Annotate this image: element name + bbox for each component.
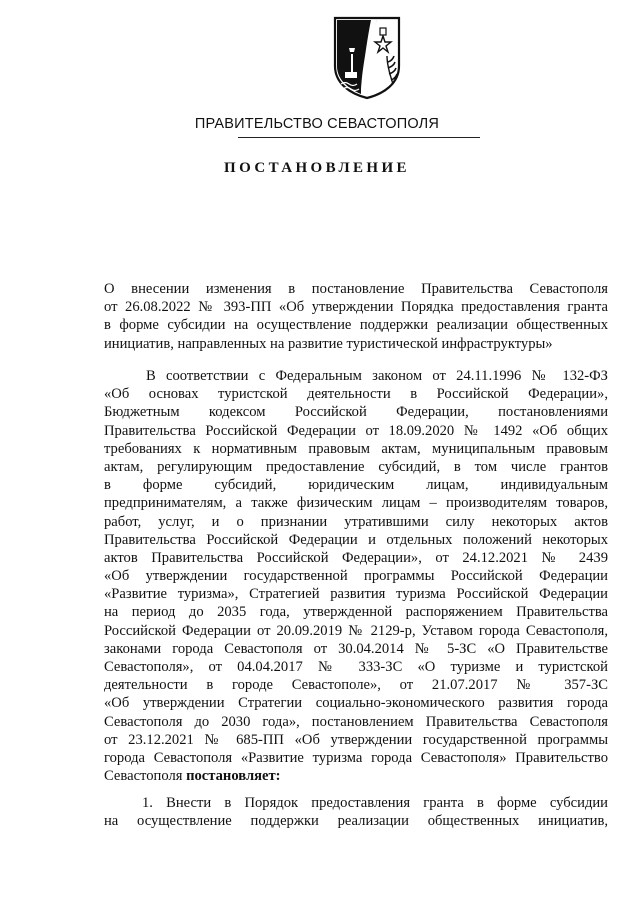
header-underline	[238, 137, 480, 138]
preamble-line: актам, регулирующим предоставление субсидий, в том числе грантов	[104, 458, 608, 475]
preamble-line: Российской Федерации от 20.09.2019 № 2129-р, Уставом города Севастополя,	[104, 622, 608, 639]
preamble-line: Правительства Российской Федерации от 18.09.2020 № 1492 «Об общих	[104, 422, 608, 439]
preamble-line: «Развитие туризма», Стратегией развития туризма Российской Федерации	[104, 586, 608, 603]
document-type-title: ПОСТАНОВЛЕНИЕ	[224, 160, 410, 176]
preamble-line: «Об утверждении государственной программы Российской Федерации	[104, 568, 608, 585]
preamble-line: от 23.12.2021 № 685-ПП «Об утверждении государственной программы	[104, 731, 608, 748]
preamble-line: Бюджетным кодексом Российской Федерации, постановлениями	[104, 404, 608, 421]
document-subject	[104, 280, 608, 353]
preamble-line: в форме субсидий, юридическим лицам, индивидуальным	[104, 477, 608, 494]
preamble-final-text: Севастополя	[104, 768, 187, 785]
preamble-line: Севастополя», от 04.04.2017 № 333-ЗС «О туризме и туристской	[104, 659, 608, 675]
clause-line: 1. Внести в Порядок предоставления гранта в форме субсидии	[142, 795, 608, 811]
government-name: ПРАВИТЕЛЬСТВО СЕВАСТОПОЛЯ	[194, 116, 440, 132]
preamble-line: Севастополя до 2030 года», постановлением Правительства Севастополя	[104, 713, 608, 730]
preamble-line: «Об основах туристской деятельности в Российской Федерации»,	[104, 386, 608, 403]
preamble-line: работ, услуг, и о признании утратившими силу некоторых актов	[104, 513, 608, 530]
preamble-line: деятельности в городе Севастополе», от 21.07.2017 № 357-ЗС	[104, 677, 608, 694]
resolves-keyword: постановляет:	[186, 768, 281, 785]
clause-line: на осуществление поддержки реализации общественных инициатив,	[104, 813, 608, 830]
subject-line: от 26.08.2022 № 393-ПП «Об утверждении Порядка предоставления гранта	[104, 299, 608, 316]
preamble-line: Правительства Российской Федерации и отдельных положений некоторых	[104, 531, 608, 548]
preamble-line: актов Правительства Российской Федерации», от 24.12.2021 № 2439	[104, 549, 608, 566]
coat-of-arms-icon	[331, 14, 403, 100]
preamble-line: «Об утверждении Стратегии социально-экономического развития города	[104, 695, 608, 712]
subject-line: инициатив, направленных на развитие туристической инфраструктуры»	[104, 335, 553, 352]
preamble-line: В соответствии с Федеральным законом от 24.11.1996 № 132-ФЗ	[146, 368, 608, 384]
preamble-line: законами города Севастополя от 30.04.2014 № 5-ЗС «О Правительстве	[104, 640, 608, 657]
preamble-line: на период до 2035 года, утвержденной распоряжением Правительства	[104, 604, 608, 621]
subject-line: в форме субсидии на осуществление поддержки реализации общественных	[104, 317, 608, 334]
clause-1	[104, 794, 608, 830]
subject-line: О внесении изменения в постановление Правительства Севастополя	[104, 281, 608, 297]
preamble-line: города Севастополя «Развитие туризма города Севастополя» Правительство	[104, 749, 608, 766]
preamble-line: требованиях к нормативным правовым актам, муниципальным правовым	[104, 440, 608, 457]
preamble-paragraph	[104, 367, 608, 785]
preamble-line: предпринимателям, а также физическим лицам – производителям товаров,	[104, 495, 608, 512]
preamble-final-line	[104, 767, 608, 785]
